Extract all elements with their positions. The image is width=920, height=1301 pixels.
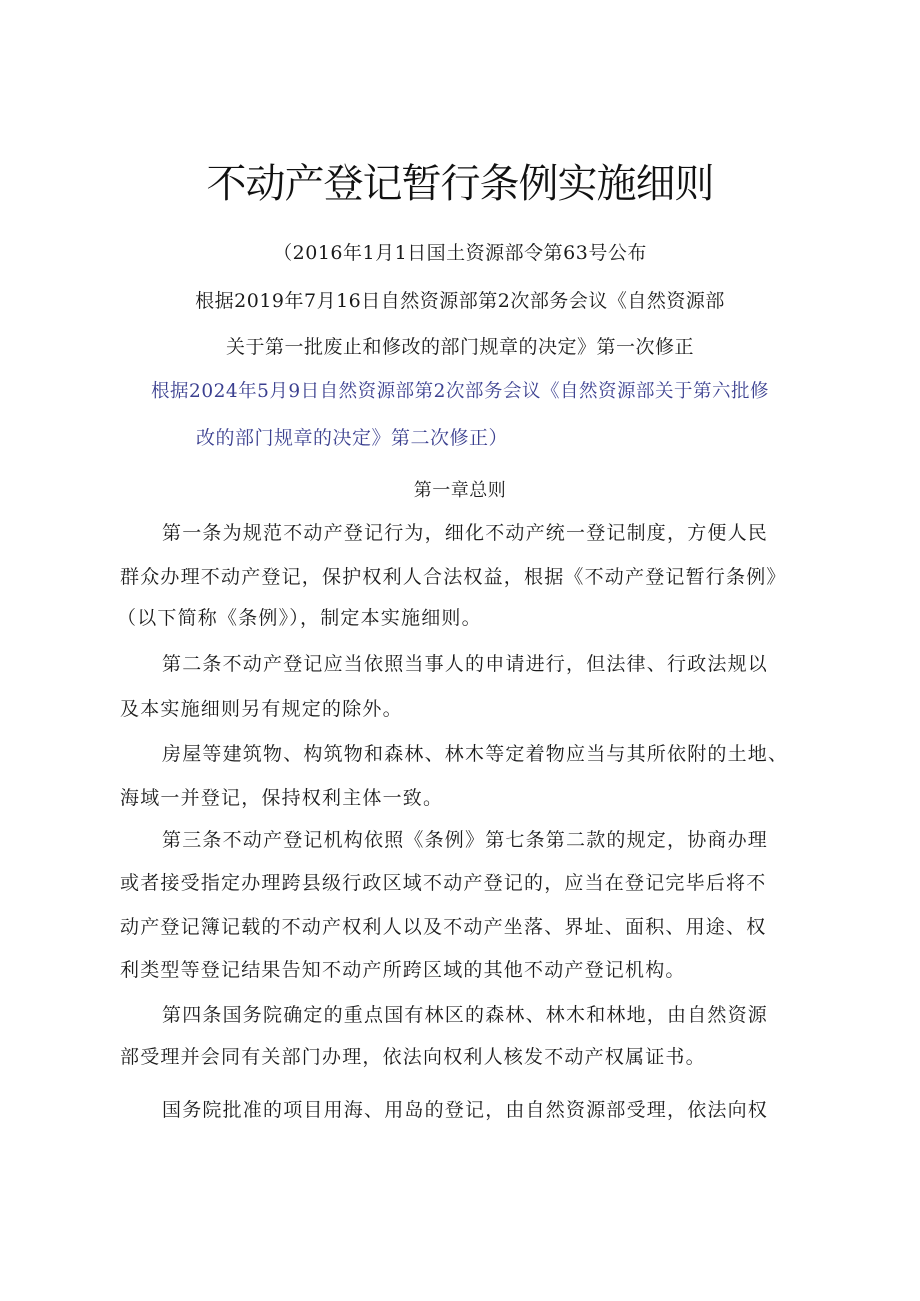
paragraph-line: 利类型等登记结果告知不动产所跨区域的其他不动产登记机构。 <box>120 959 686 981</box>
paragraph-line: 群众办理不动产登记，保护权利人合法权益，根据《不动产登记暂行条例》 <box>120 566 787 588</box>
paragraph-line: 海域一并登记，保持权利主体一致。 <box>120 787 444 809</box>
paragraph-line: 及本实施细则另有规定的除外。 <box>120 698 403 720</box>
document-title: 不动产登记暂行条例实施细则 <box>206 161 714 207</box>
paragraph-line: 房屋等建筑物、构筑物和森林、林木等定着物应当与其所依附的土地、 <box>162 743 789 765</box>
paragraph-line: 或者接受指定办理跨县级行政区域不动产登记的，应当在登记完毕后将不 <box>120 872 767 894</box>
subtitle-line-5: 改的部门规章的决定》第二次修正） <box>196 427 509 449</box>
paragraph-line: 第一条为规范不动产登记行为，细化不动产统一登记制度，方便人民 <box>162 522 769 544</box>
paragraph-line: （以下简称《条例》），制定本实施细则。 <box>117 607 482 629</box>
subtitle-line-2: 根据2019年7月16日自然资源部第2次部务会议《自然资源部 <box>195 290 725 312</box>
paragraph-line: 动产登记簿记载的不动产权利人以及不动产坐落、界址、面积、用途、权 <box>120 916 767 938</box>
paragraph-line: 第四条国务院确定的重点国有林区的森林、林木和林地，由自然资源 <box>162 1004 769 1026</box>
paragraph-line: 部受理并会同有关部门办理，依法向权利人核发不动产权属证书。 <box>120 1046 706 1068</box>
chapter-heading: 第一章总则 <box>413 480 507 501</box>
subtitle-line-1: （2016年1月1日国土资源部令第63号公布 <box>273 242 647 264</box>
paragraph-line: 第三条不动产登记机构依照《条例》第七条第二款的规定，协商办理 <box>162 829 769 851</box>
subtitle-line-4: 根据2024年5月9日自然资源部第2次部务会议《自然资源部关于第六批修 <box>151 381 769 402</box>
paragraph-line: 第二条不动产登记应当依照当事人的申请进行，但法律、行政法规以 <box>162 653 769 675</box>
paragraph-line: 国务院批准的项目用海、用岛的登记，由自然资源部受理，依法向权 <box>162 1099 769 1121</box>
subtitle-line-3: 关于第一批废止和修改的部门规章的决定》第一次修正 <box>225 336 694 358</box>
